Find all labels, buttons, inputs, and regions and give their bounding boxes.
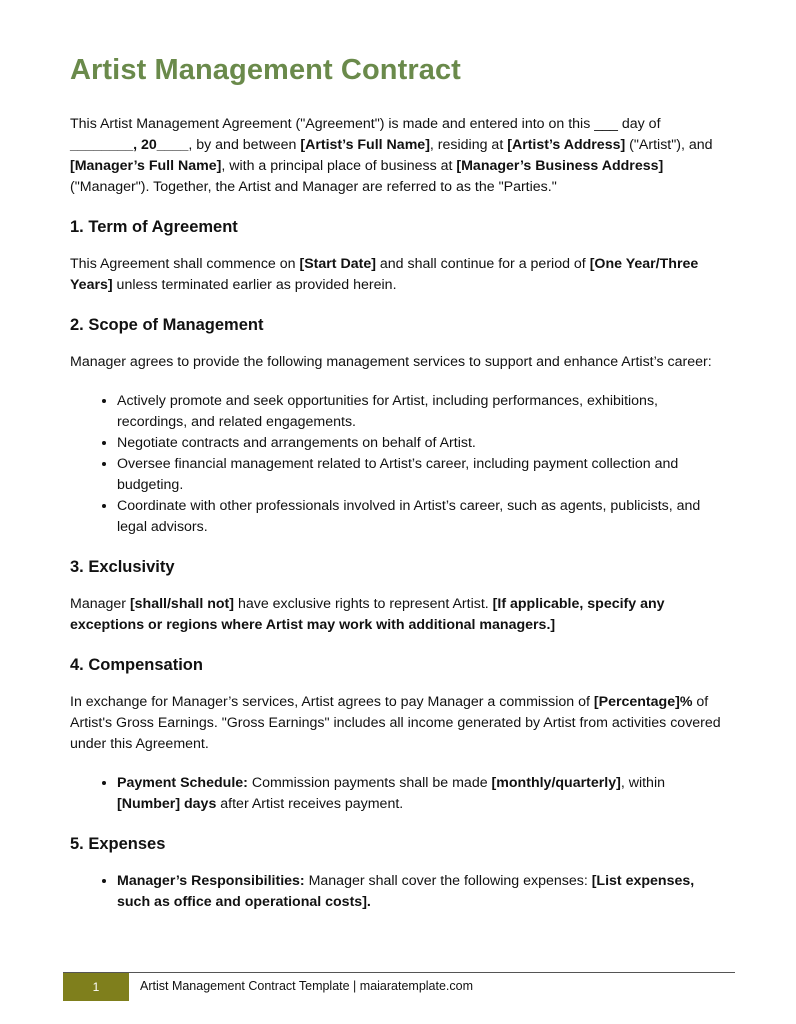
days-placeholder: [Number] days <box>117 796 217 812</box>
list-item <box>117 871 726 913</box>
exclusivity-text: Manager <box>70 596 130 612</box>
list-item: • Actively promote and seek opportunities for Artist, including performances, exhibitions, recordings, and related engagements. <box>117 391 726 433</box>
payment-text: Commission payments shall be made <box>247 775 492 791</box>
document-body <box>70 114 726 913</box>
payment-text: after Artist receives payment. <box>216 796 404 812</box>
intro-date-blank: ________, 20____ <box>70 137 189 153</box>
intro-text: ("Manager"). Together, the Artist and Manager are referred to as the "Parties." <box>70 179 557 195</box>
intro-text: , by and between <box>188 137 301 153</box>
intro-text: ("Artist"), and <box>625 137 713 153</box>
compensation-text: In exchange for Manager’s services, Artist agrees to pay Manager a commission of <box>70 694 594 710</box>
list-item: • Coordinate with other professionals involved in Artist’s career, such as agents, publicists, and legal advisors. <box>117 496 726 538</box>
exclusivity-text: have exclusive rights to represent Artist. <box>234 596 493 612</box>
scope-list <box>70 391 726 538</box>
exceptions-placeholder: [If applicable, specify any exceptions or regions where Artist may work with additional managers.] <box>70 596 665 633</box>
intro-text: , with a principal place of business at <box>221 158 457 174</box>
intro-paragraph <box>70 114 726 198</box>
percentage-placeholder: [Percentage]% <box>593 694 693 710</box>
manager-name-placeholder: [Manager’s Full Name] <box>70 158 222 174</box>
payment-schedule-label: Payment Schedule: <box>117 775 248 791</box>
compensation-text: of Artist's Gross Earnings. "Gross Earnings" includes all income generated by Artist from activities covered under this Agreement. <box>70 694 721 752</box>
list-item <box>117 773 726 815</box>
artist-name-placeholder: [Artist’s Full Name] <box>300 137 430 153</box>
frequency-placeholder: [monthly/quarterly] <box>491 775 621 791</box>
expenses-text: Manager shall cover the following expenses: <box>304 873 592 889</box>
manager-responsibilities-label: Manager’s Responsibilities: <box>117 873 305 889</box>
start-date-placeholder: [Start Date] <box>299 256 376 272</box>
list-item: • Negotiate contracts and arrangements on behalf of Artist. <box>117 433 726 454</box>
section-heading-compensation: 4. Compensation <box>70 656 203 674</box>
section-heading-term: 1. Term of Agreement <box>70 218 238 236</box>
manager-address-placeholder: [Manager’s Business Address] <box>456 158 664 174</box>
expenses-placeholder: [List expenses, such as office and operational costs]. <box>117 873 695 910</box>
term-text: unless terminated earlier as provided herein. <box>112 277 397 293</box>
section-heading-expenses: 5. Expenses <box>70 835 166 853</box>
intro-text: , residing at <box>429 137 508 153</box>
compensation-paragraph <box>70 692 726 755</box>
exclusivity-paragraph <box>70 594 726 636</box>
term-length-placeholder: [One Year/Three Years] <box>70 256 699 293</box>
artist-address-placeholder: [Artist’s Address] <box>507 137 626 153</box>
payment-text: , within <box>620 775 665 791</box>
footer-text: Artist Management Contract Template | maiaratemplate.com <box>140 979 474 993</box>
document-title: Artist Management Contract <box>70 54 461 86</box>
term-text: This Agreement shall commence on <box>70 256 300 272</box>
compensation-list <box>70 773 726 815</box>
list-item: • Oversee financial management related to Artist’s career, including payment collection and budgeting. <box>117 454 726 496</box>
section-heading-scope: 2. Scope of Management <box>70 316 264 334</box>
term-text: and shall continue for a period of <box>375 256 590 272</box>
scope-paragraph: Manager agrees to provide the following management services to support and enhance Artist’s career: <box>70 354 712 370</box>
footer-divider <box>63 972 735 973</box>
expenses-list <box>70 871 726 913</box>
shall-placeholder: [shall/shall not] <box>129 596 234 612</box>
intro-text: This Artist Management Agreement ("Agreement") is made and entered into on this ___ day of <box>70 116 661 132</box>
page-number-badge: 1 <box>63 973 129 1001</box>
section-heading-exclusivity: 3. Exclusivity <box>70 558 175 576</box>
term-paragraph <box>70 254 726 296</box>
